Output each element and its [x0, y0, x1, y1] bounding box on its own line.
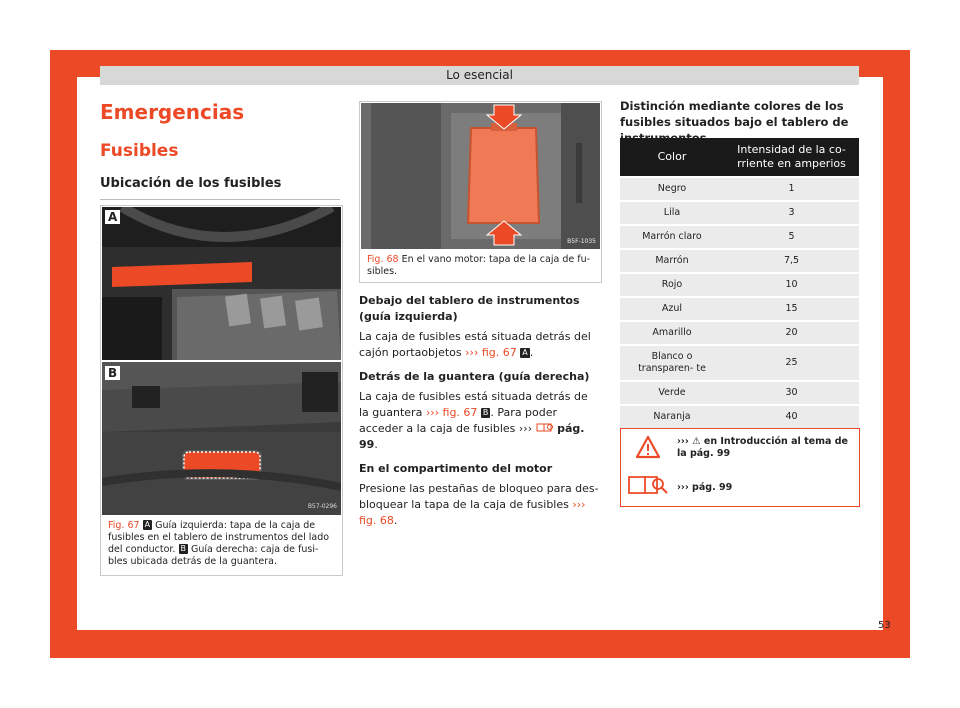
- figure-67-number: Fig. 67: [108, 520, 140, 531]
- table-cell-amperes: 25: [724, 346, 859, 380]
- table-header-amperes: Intensidad de la co- rriente en amperios: [724, 138, 859, 176]
- table-cell-amperes: 5: [724, 226, 859, 248]
- figure-68-photo: [361, 103, 600, 249]
- table-row: [620, 226, 859, 248]
- para3: Presione las pestañas de bloqueo para des- bloquear la tapa de la caja de fusibles ››› fig. 68.: [359, 482, 599, 527]
- para2-page-link[interactable]: pág. 99: [359, 422, 585, 451]
- table-cell-amperes: 10: [724, 274, 859, 296]
- figure-67-text-a: Guía izquierda: tapa de la caja de fusibles en el tablero de instrumentos del lado del conductor.: [108, 520, 330, 555]
- para2-heading: Detrás de la guantera (guía derecha): [359, 370, 590, 383]
- notice-warning-text[interactable]: ››› ⚠ en Introducción al tema de la pág. 99: [677, 436, 848, 459]
- para3-arrow: ›››: [572, 498, 586, 511]
- table-cell-amperes: 20: [724, 322, 859, 344]
- figure-68: [359, 101, 602, 283]
- table-cell-color: Amarillo: [620, 322, 724, 344]
- para2-text-a: La caja de fusibles está situada detrás de la guantera: [359, 390, 588, 419]
- table-cell-color: Marrón: [620, 250, 724, 272]
- table-cell-color: Verde: [620, 382, 724, 404]
- table-cell-color: Lila: [620, 202, 724, 224]
- para1-text: La caja de fusibles está situada detrás del cajón portaobjetos: [359, 330, 591, 359]
- table-cell-amperes: 1: [724, 178, 859, 200]
- para2-figure-link[interactable]: fig. 67: [442, 406, 478, 419]
- table-row: [620, 298, 859, 320]
- table-title: Distinción mediante colores de los fusibles situados bajo el tablero de: [620, 99, 849, 129]
- table-row: [620, 202, 859, 224]
- figure-67-code: B57-0296: [307, 503, 337, 510]
- notice-read-text[interactable]: ››› pág. 99: [677, 482, 733, 493]
- para1-figure-link[interactable]: fig. 67: [481, 346, 517, 359]
- table-cell-amperes: 15: [724, 298, 859, 320]
- para3-text: Presione las pestañas de bloqueo para des- bloquear la tapa de la caja de fusibles: [359, 482, 599, 511]
- table-row: [620, 178, 859, 200]
- section-title: Fusibles: [100, 141, 179, 161]
- figure-68-caption: [367, 254, 595, 278]
- para2-arrow: ›››: [425, 406, 440, 419]
- figure-68-text: En el vano motor: tapa de la caja de fu- sibles.: [367, 254, 591, 277]
- para2-letter: B: [482, 408, 489, 417]
- para1-letter: A: [522, 348, 528, 357]
- figure-67-photo-a: [102, 207, 341, 360]
- para1: La caja de fusibles está situada detrás del cajón portaobjetos ››› fig. 67 A .: [359, 330, 591, 359]
- warning-triangle-icon: [635, 435, 661, 463]
- table-cell-amperes: 7,5: [724, 250, 859, 272]
- table-cell-color: Marrón claro: [620, 226, 724, 248]
- read-manual-small-icon: [536, 422, 558, 435]
- table-cell-color: Negro: [620, 178, 724, 200]
- table-cell-color: Azul: [620, 298, 724, 320]
- figure-67-letter-b: B: [180, 544, 186, 553]
- table-header-color: Color: [620, 138, 724, 176]
- para2-text-b: . Para poder acceder a la caja de fusibles: [359, 406, 558, 435]
- figure-67-text-b: Guía derecha: caja de fusi- bles ubicada detrás de la guantera.: [108, 544, 319, 567]
- table-header-row: [620, 138, 859, 176]
- figure-68-code: B5F-1035: [567, 238, 596, 245]
- figure-68-number: Fig. 68: [367, 254, 399, 265]
- table-row: [620, 346, 859, 380]
- table-row: [620, 382, 859, 404]
- figure-67-letter-a: A: [144, 520, 151, 529]
- table-cell-amperes: 40: [724, 406, 859, 428]
- figure-67: [100, 205, 343, 576]
- body-text: [359, 293, 601, 529]
- table-row: [620, 406, 859, 428]
- table-cell-amperes: 30: [724, 382, 859, 404]
- figure-67-label-b: B: [105, 366, 120, 380]
- para3-figure-link[interactable]: fig. 68: [359, 514, 394, 527]
- para2: La caja de fusibles está situada detrás de la guantera ››› fig. 67 B . Para poder acceder a la caja de fusibles ››› pág. 99.: [359, 390, 588, 451]
- figure-67-caption: [108, 520, 336, 568]
- para1-heading: Debajo del tablero de instrumentos (guía izquierda): [359, 294, 580, 323]
- fuse-color-table: [620, 136, 859, 430]
- table-cell-color: Blanco o transparen- te: [620, 346, 724, 380]
- table-row: [620, 250, 859, 272]
- page-header: Lo esencial: [100, 66, 859, 85]
- subsection-divider: [100, 199, 340, 200]
- table-cell-color: Naranja: [620, 406, 724, 428]
- page-number: 53: [878, 620, 891, 631]
- figure-67-label-a: A: [105, 210, 120, 224]
- table-row: [620, 322, 859, 344]
- table-cell-amperes: 3: [724, 202, 859, 224]
- notice-box: [620, 428, 860, 507]
- read-manual-icon: [627, 473, 669, 501]
- table-cell-color: Rojo: [620, 274, 724, 296]
- para2-arrow2: ›››: [518, 422, 533, 435]
- subsection-title: Ubicación de los fusibles: [100, 176, 282, 191]
- chapter-title: Emergencias: [100, 100, 245, 124]
- figure-67-photo-b: [102, 362, 341, 515]
- para1-arrow: ›››: [465, 346, 479, 359]
- table-row: [620, 274, 859, 296]
- para3-heading: En el compartimento del motor: [359, 462, 553, 475]
